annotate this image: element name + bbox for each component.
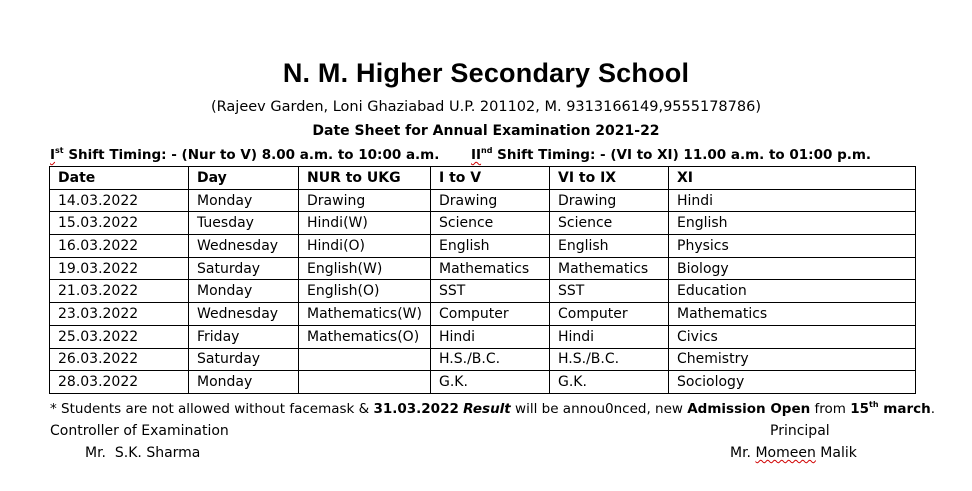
cell-vi-ix: Science <box>550 212 669 235</box>
principal-name-first: Momeen <box>755 445 816 461</box>
table-row <box>50 235 916 258</box>
cell-i-v: Science <box>431 212 550 235</box>
note-day: 15 <box>850 401 870 417</box>
cell-xi: Biology <box>669 257 916 280</box>
cell-i-v: English <box>431 235 550 258</box>
table-row <box>50 371 916 394</box>
footnote <box>50 400 935 417</box>
cell-date: 16.03.2022 <box>50 235 189 258</box>
first-shift-text: Shift Timing: - (Nur to V) 8.00 a.m. to 10:00 a.m. <box>63 147 440 163</box>
cell-nur-ukg: Mathematics(O) <box>299 325 431 348</box>
cell-nur-ukg: Drawing <box>299 189 431 212</box>
second-shift-sup: nd <box>481 146 493 155</box>
cell-xi: English <box>669 212 916 235</box>
table-row <box>50 280 916 303</box>
cell-nur-ukg: Hindi(O) <box>299 235 431 258</box>
cell-date: 15.03.2022 <box>50 212 189 235</box>
column-header-nur-ukg: NUR to UKG <box>299 167 431 190</box>
second-shift-timing <box>471 146 871 163</box>
cell-date: 14.03.2022 <box>50 189 189 212</box>
cell-day: Saturday <box>189 348 299 371</box>
cell-vi-ix: Mathematics <box>550 257 669 280</box>
cell-day: Monday <box>189 280 299 303</box>
cell-vi-ix: SST <box>550 280 669 303</box>
cell-xi: Physics <box>669 235 916 258</box>
column-header-i-v: I to V <box>431 167 550 190</box>
note-text-2: will be annou0nced, new <box>510 401 688 417</box>
cell-date: 21.03.2022 <box>50 280 189 303</box>
table-row <box>50 257 916 280</box>
column-header-day: Day <box>189 167 299 190</box>
column-header-vi-ix: VI to IX <box>550 167 669 190</box>
date-sheet-title: Date Sheet for Annual Examination 2021-22 <box>312 123 660 139</box>
column-header-xi: XI <box>669 167 916 190</box>
cell-day: Wednesday <box>189 303 299 326</box>
cell-day: Friday <box>189 325 299 348</box>
cell-vi-ix: Hindi <box>550 325 669 348</box>
first-shift-sup: st <box>55 146 64 155</box>
cell-day: Monday <box>189 189 299 212</box>
table-row <box>50 189 916 212</box>
principal-name-prefix: Mr. <box>730 445 756 461</box>
controller-title: Controller of Examination <box>50 423 229 439</box>
cell-vi-ix: English <box>550 235 669 258</box>
controller-name: Mr. S.K. Sharma <box>85 445 201 461</box>
cell-nur-ukg: Hindi(W) <box>299 212 431 235</box>
note-result-date: 31.03.2022 <box>373 401 459 417</box>
cell-xi: Mathematics <box>669 303 916 326</box>
cell-i-v: SST <box>431 280 550 303</box>
cell-i-v: G.K. <box>431 371 550 394</box>
cell-xi: Education <box>669 280 916 303</box>
table-row <box>50 212 916 235</box>
table-row <box>50 348 916 371</box>
cell-nur-ukg <box>299 371 431 394</box>
table-body <box>50 189 916 393</box>
note-end: . <box>930 401 936 417</box>
cell-nur-ukg <box>299 348 431 371</box>
cell-date: 19.03.2022 <box>50 257 189 280</box>
cell-xi: Hindi <box>669 189 916 212</box>
first-shift-timing <box>50 146 439 163</box>
cell-nur-ukg: Mathematics(W) <box>299 303 431 326</box>
note-text-3: from <box>810 401 851 417</box>
cell-day: Tuesday <box>189 212 299 235</box>
cell-i-v: Hindi <box>431 325 550 348</box>
cell-day: Wednesday <box>189 235 299 258</box>
cell-date: 23.03.2022 <box>50 303 189 326</box>
cell-vi-ix: H.S./B.C. <box>550 348 669 371</box>
second-shift-prefix: II <box>471 147 482 163</box>
cell-day: Saturday <box>189 257 299 280</box>
table-row <box>50 325 916 348</box>
cell-xi: Civics <box>669 325 916 348</box>
second-shift-text: Shift Timing: - (VI to XI) 11.00 a.m. to 01:00 p.m. <box>492 147 872 163</box>
school-address: (Rajeev Garden, Loni Ghaziabad U.P. 201102, M. 9313166149,9555178786) <box>211 99 761 115</box>
cell-vi-ix: Drawing <box>550 189 669 212</box>
cell-xi: Sociology <box>669 371 916 394</box>
cell-nur-ukg: English(O) <box>299 280 431 303</box>
cell-date: 26.03.2022 <box>50 348 189 371</box>
note-day-sup: th <box>869 400 879 409</box>
note-result-word: Result <box>463 401 511 417</box>
cell-vi-ix: Computer <box>550 303 669 326</box>
cell-xi: Chemistry <box>669 348 916 371</box>
cell-i-v: H.S./B.C. <box>431 348 550 371</box>
school-name: N. M. Higher Secondary School <box>282 58 690 88</box>
note-month: march <box>878 401 931 417</box>
cell-date: 28.03.2022 <box>50 371 189 394</box>
cell-i-v: Mathematics <box>431 257 550 280</box>
cell-i-v: Computer <box>431 303 550 326</box>
column-header-date: Date <box>50 167 189 190</box>
principal-name <box>730 445 857 461</box>
cell-i-v: Drawing <box>431 189 550 212</box>
note-admission: Admission Open <box>687 401 811 417</box>
cell-nur-ukg: English(W) <box>299 257 431 280</box>
table-header-row <box>50 167 916 190</box>
table-row <box>50 303 916 326</box>
note-text: * Students are not allowed without facemask & <box>50 401 374 417</box>
principal-title: Principal <box>770 423 830 439</box>
principal-name-last: Malik <box>815 445 857 461</box>
cell-date: 25.03.2022 <box>50 325 189 348</box>
first-shift-prefix: I <box>50 147 56 163</box>
date-sheet-table <box>49 166 916 394</box>
cell-vi-ix: G.K. <box>550 371 669 394</box>
cell-day: Monday <box>189 371 299 394</box>
